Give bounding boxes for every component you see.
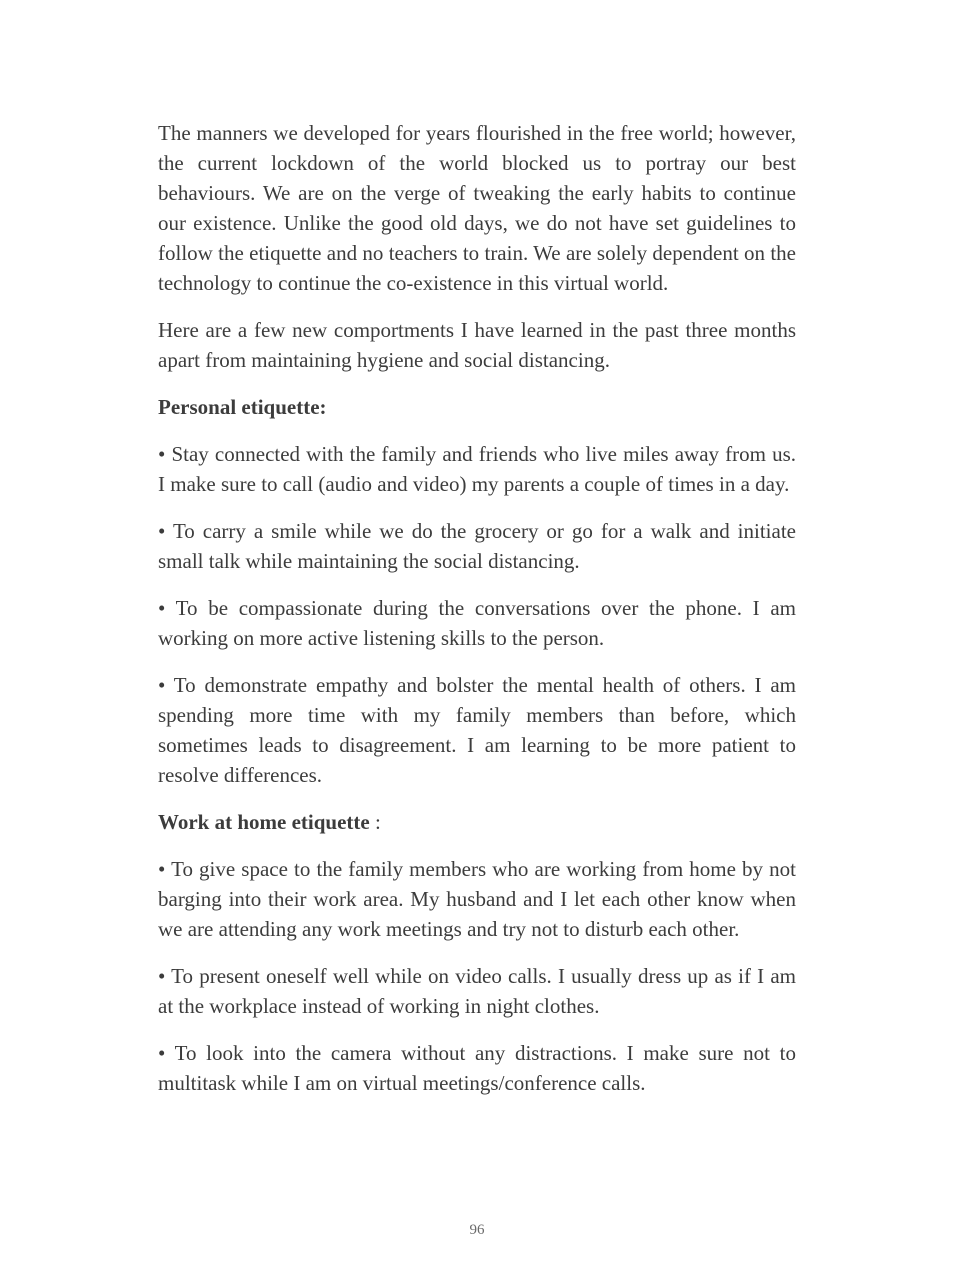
section-heading-label: Work at home etiquette — [158, 810, 370, 834]
bullet-item: • To give space to the family members who are working from home by not barging into their work area. My husband and I let each other know when we are attending any work meetings and try not to disturb each other. — [158, 857, 796, 941]
intro-paragraph: The manners we developed for years flourished in the free world; however, the current lockdown of the world blocked us to portray our best behaviours. We are on the verge of tweaking the early habits to continue our existence. Unlike the good old days, we do not have set guidelines to follow the etiquette and no teachers to train. We are solely dependent on the technology to continue the co-existence in this virtual world. — [158, 121, 796, 295]
bullet-item: • To carry a smile while we do the grocery or go for a walk and initiate small talk while maintaining the social distancing. — [158, 519, 796, 573]
bullet-item: • To demonstrate empathy and bolster the mental health of others. I am spending more time with my family members than before, which sometimes leads to disagreement. I am learning to be more patient to resolve differences. — [158, 673, 796, 787]
section-heading-suffix: : — [369, 810, 381, 834]
intro-paragraph: Here are a few new comportments I have learned in the past three months apart from maintaining hygiene and social distancing. — [158, 318, 796, 372]
bullet-item: • To present oneself well while on video calls. I usually dress up as if I am at the workplace instead of working in night clothes. — [158, 964, 796, 1018]
section-heading-label: Personal etiquette: — [158, 395, 327, 419]
section-heading-work — [158, 807, 796, 837]
page-number: 96 — [469, 1222, 485, 1238]
bullet-item: • To look into the camera without any distractions. I make sure not to multitask while I am on virtual meetings/conference calls. — [158, 1041, 796, 1095]
page-body — [158, 118, 796, 1115]
section-heading-personal — [158, 392, 796, 422]
bullet-item: • Stay connected with the family and friends who live miles away from us. I make sure to call (audio and video) my parents a couple of times in a day. — [158, 442, 796, 496]
bullet-item: • To be compassionate during the conversations over the phone. I am working on more active listening skills to the person. — [158, 596, 796, 650]
